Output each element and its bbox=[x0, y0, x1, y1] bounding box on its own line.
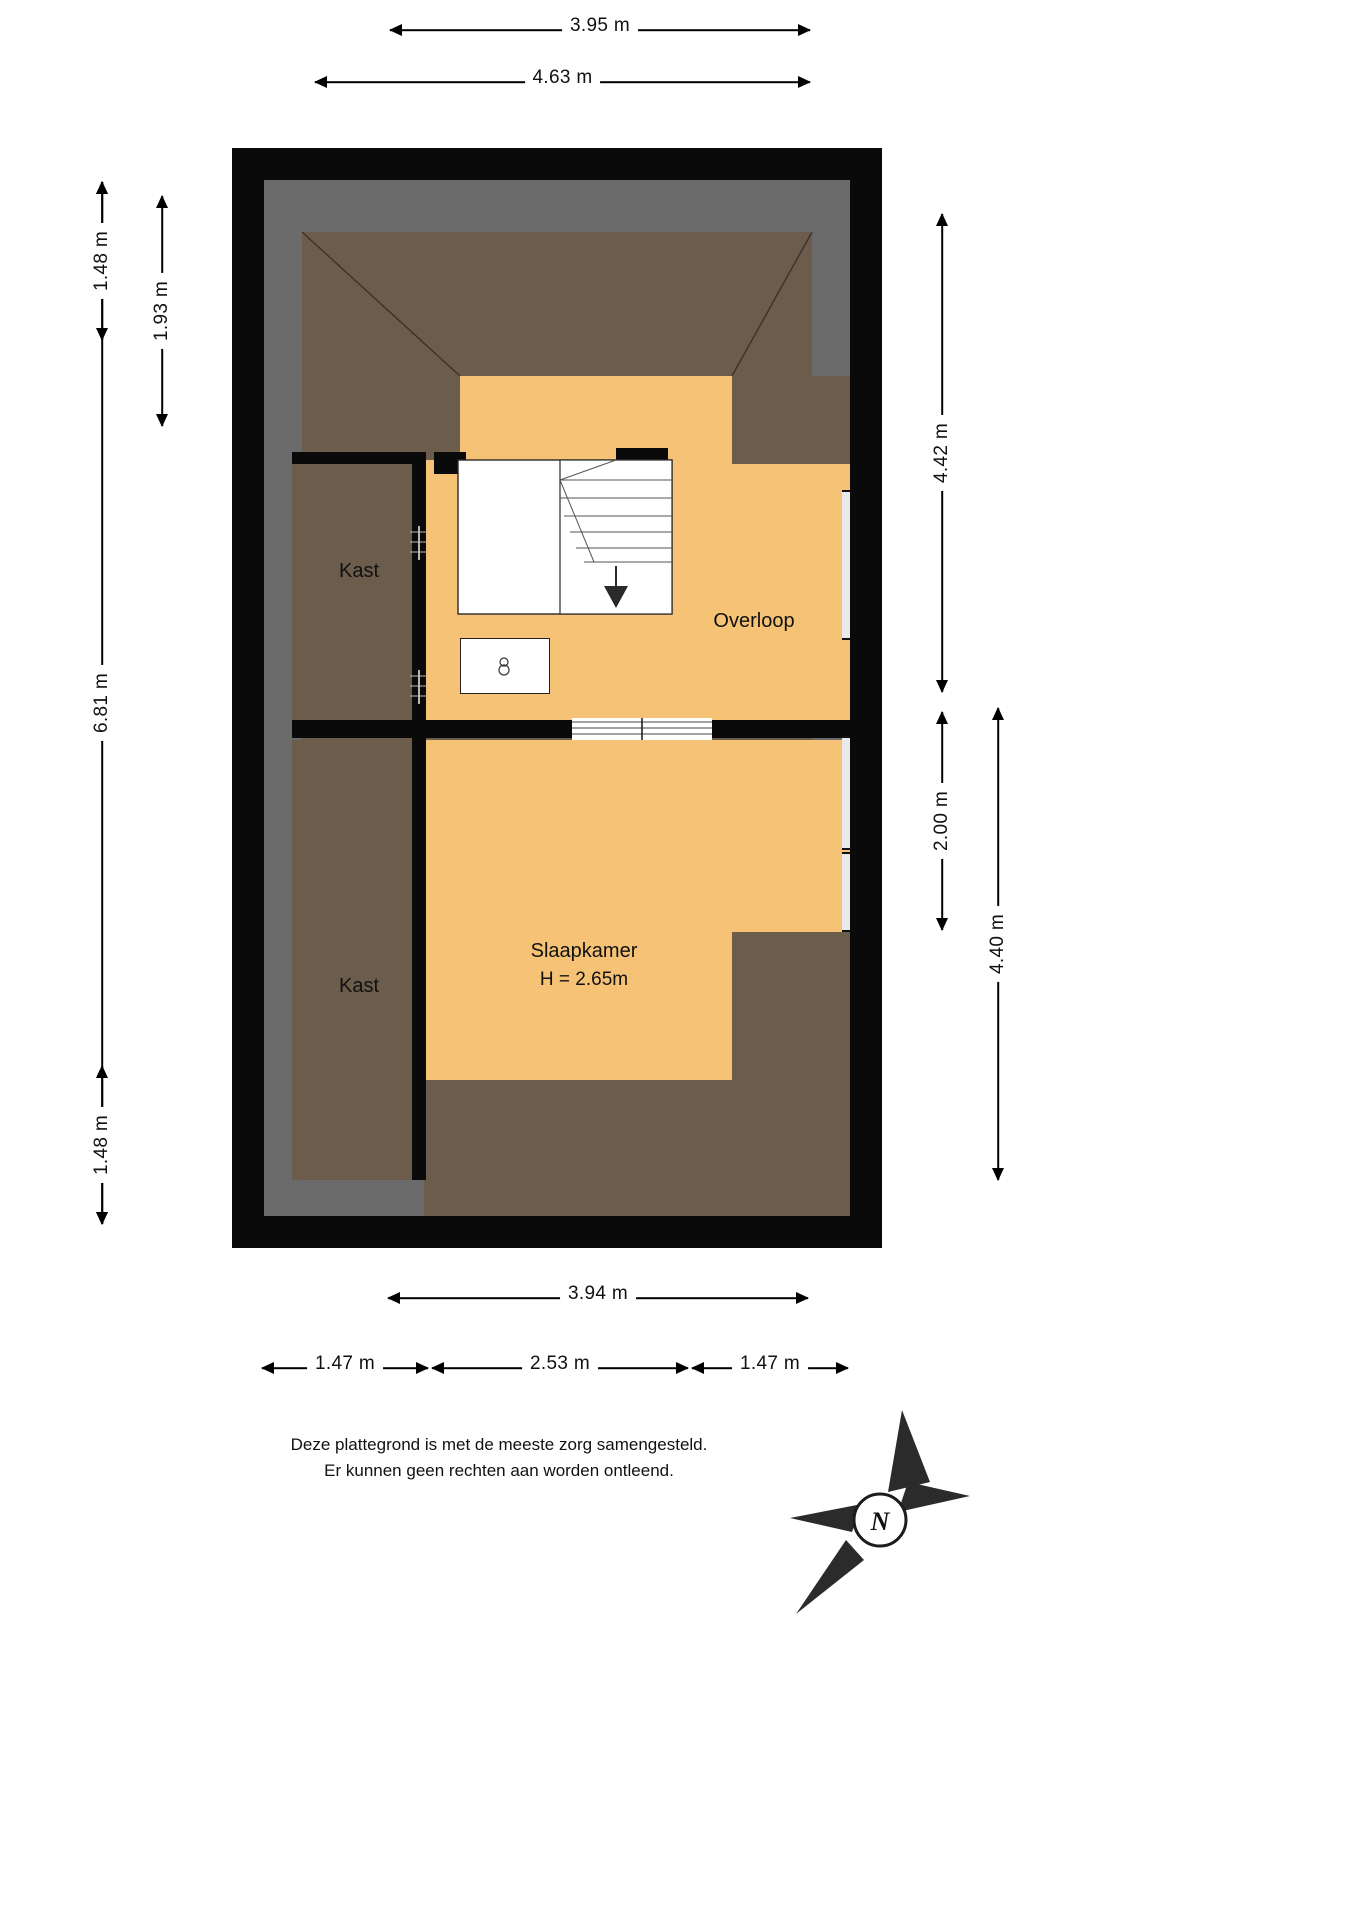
arrow-right-icon bbox=[796, 1292, 809, 1304]
room-label-kast-upper bbox=[322, 560, 396, 583]
dimension-top-inner bbox=[315, 66, 810, 98]
dimension-label: 4.42 m bbox=[931, 415, 953, 491]
dimension-label: 2.53 m bbox=[522, 1353, 598, 1375]
arrow-up-icon bbox=[936, 213, 948, 226]
disclaimer-text: Deze plattegrond is met de meeste zorg samengesteld. bbox=[290, 1435, 708, 1454]
dimension-label: 4.63 m bbox=[525, 67, 601, 89]
arrow-down-icon bbox=[936, 918, 948, 931]
arrow-right-icon bbox=[798, 76, 811, 88]
dimension-right-4-42 bbox=[926, 214, 958, 692]
dimension-label: 2.00 m bbox=[931, 783, 953, 859]
arrow-up-icon bbox=[156, 195, 168, 208]
room-label-kast-lower bbox=[322, 975, 396, 998]
fixture-icon bbox=[460, 638, 550, 694]
door-kast-lower bbox=[406, 670, 432, 704]
arrow-up-icon bbox=[936, 711, 948, 724]
dimension-label: 4.40 m bbox=[987, 906, 1009, 982]
compass-rose bbox=[780, 1400, 980, 1620]
dimension-left-bottom-1-48 bbox=[86, 1066, 118, 1224]
dimension-right-2-00 bbox=[926, 712, 958, 930]
dimension-label: 3.94 m bbox=[560, 1283, 636, 1305]
arrow-left-icon bbox=[691, 1362, 704, 1374]
dimension-bottom-left bbox=[262, 1352, 428, 1384]
arrow-up-icon bbox=[992, 707, 1004, 720]
staircase-graphic bbox=[264, 180, 850, 1216]
arrow-up-icon bbox=[96, 1065, 108, 1078]
window-right-lower bbox=[842, 852, 850, 932]
room-label-text: Kast bbox=[338, 560, 380, 582]
disclaimer-text: Er kunnen geen rechten aan worden ontleend. bbox=[324, 1461, 674, 1480]
window-right-upper bbox=[842, 490, 850, 640]
door-opening bbox=[572, 718, 712, 740]
dimension-label: 1.48 m bbox=[91, 223, 113, 299]
dimension-bottom-total bbox=[388, 1282, 808, 1314]
dimension-label: 1.48 m bbox=[91, 1107, 113, 1183]
room-label-overloop bbox=[684, 610, 824, 633]
floorplan-interior bbox=[264, 180, 850, 1216]
dimension-label: 1.47 m bbox=[307, 1353, 383, 1375]
dimension-label: 1.47 m bbox=[732, 1353, 808, 1375]
window-right-mid bbox=[842, 736, 850, 850]
arrow-right-icon bbox=[798, 24, 811, 36]
dimension-bottom-right bbox=[692, 1352, 848, 1384]
arrow-left-icon bbox=[261, 1362, 274, 1374]
room-label-text: Kast bbox=[338, 975, 380, 997]
arrow-down-icon bbox=[992, 1168, 1004, 1181]
dimension-left-1-93 bbox=[146, 196, 178, 426]
room-label-slaapkamer bbox=[484, 940, 684, 991]
dimension-label: 1.93 m bbox=[151, 273, 173, 349]
arrow-down-icon bbox=[936, 680, 948, 693]
door-kast-upper bbox=[406, 526, 432, 560]
dimension-label: 3.95 m bbox=[562, 15, 638, 37]
floorplan-outer-wall bbox=[232, 148, 882, 1248]
arrow-right-icon bbox=[836, 1362, 849, 1374]
arrow-left-icon bbox=[389, 24, 402, 36]
disclaimer-line-1 bbox=[0, 1432, 1178, 1457]
dimension-bottom-center bbox=[432, 1352, 688, 1384]
dimension-right-4-40 bbox=[982, 708, 1014, 1180]
room-height-note: H = 2.65m bbox=[539, 969, 629, 990]
room-label-text: Slaapkamer bbox=[530, 940, 638, 962]
arrow-down-icon bbox=[156, 414, 168, 427]
dimension-top-outer bbox=[390, 14, 810, 46]
room-label-text: Overloop bbox=[713, 610, 795, 632]
arrow-down-icon bbox=[96, 1212, 108, 1225]
arrow-right-icon bbox=[676, 1362, 689, 1374]
arrow-up-icon bbox=[96, 181, 108, 194]
arrow-right-icon bbox=[416, 1362, 429, 1374]
arrow-left-icon bbox=[314, 76, 327, 88]
disclaimer-line-2 bbox=[0, 1458, 1178, 1483]
arrow-left-icon bbox=[431, 1362, 444, 1374]
dimension-label: 6.81 m bbox=[91, 665, 113, 741]
arrow-left-icon bbox=[387, 1292, 400, 1304]
compass-letter: N bbox=[870, 1507, 890, 1536]
dimension-left-top-1-48 bbox=[86, 182, 118, 340]
arrow-down-icon bbox=[96, 328, 108, 341]
